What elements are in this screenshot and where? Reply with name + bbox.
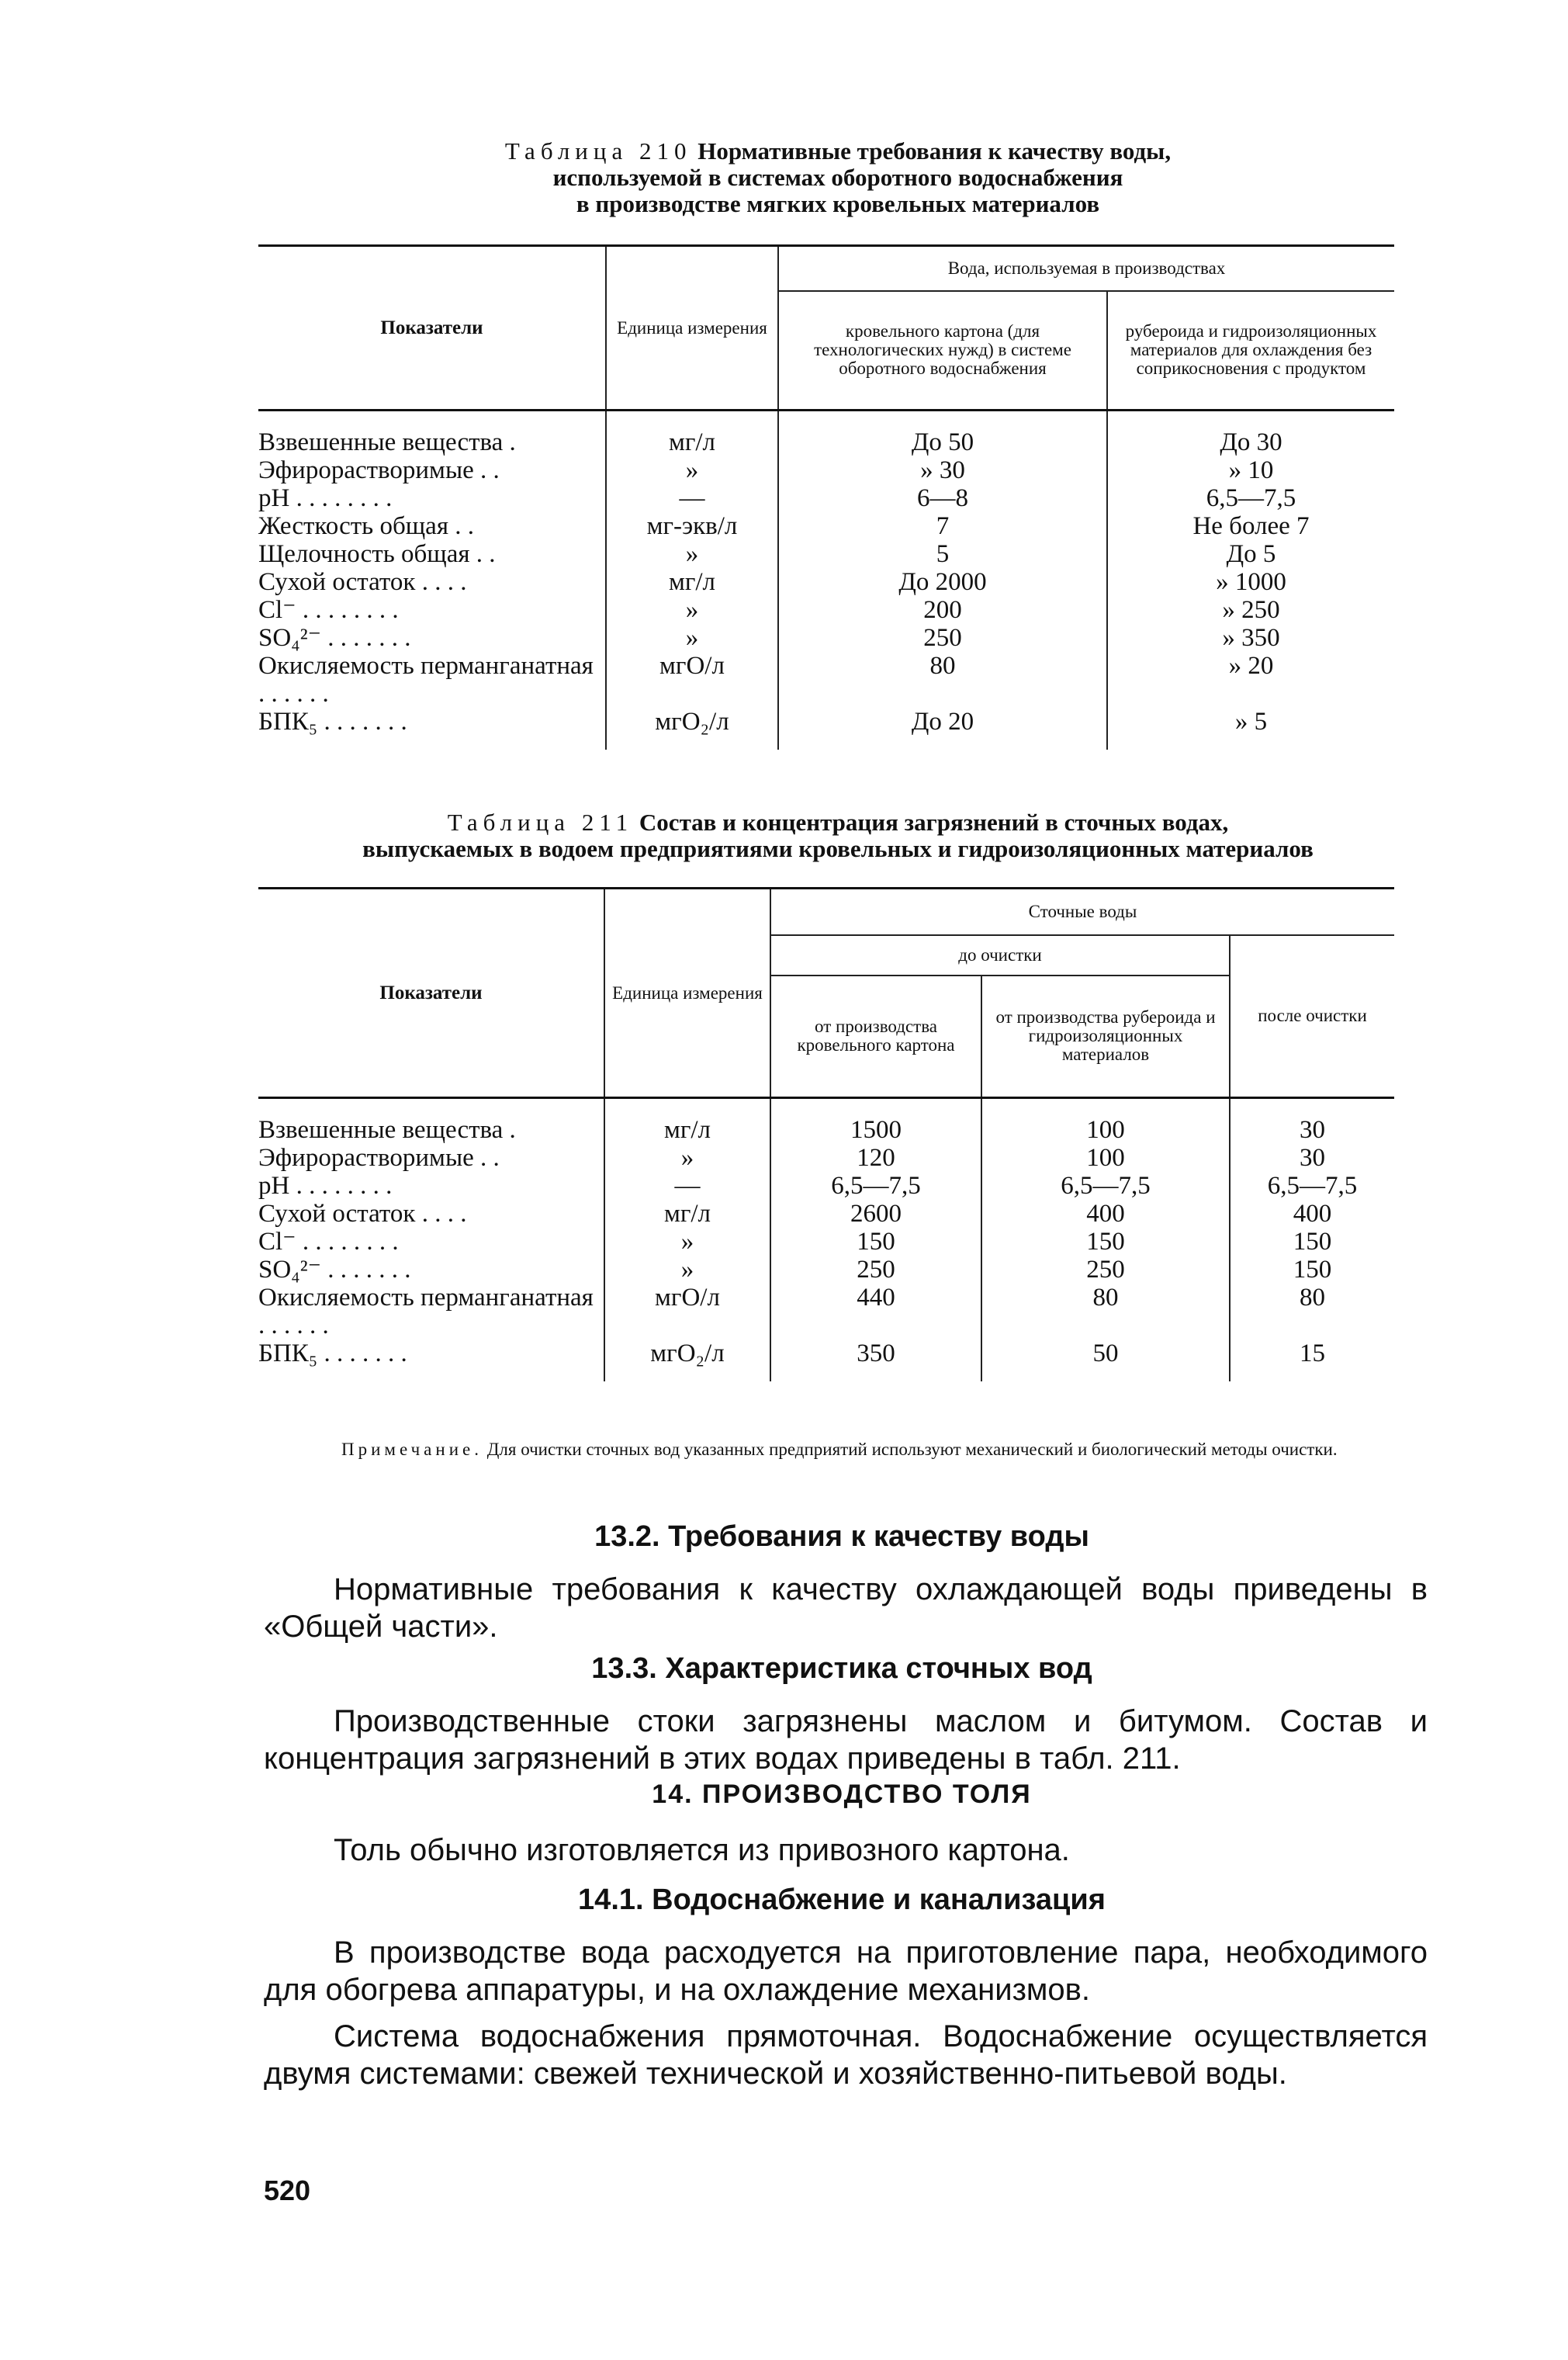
row-value-c1: 5 bbox=[778, 540, 1107, 568]
row-value-c3: 150 bbox=[1230, 1256, 1394, 1284]
row-value-c1: 150 bbox=[770, 1228, 981, 1256]
row-value-c2: 100 bbox=[981, 1144, 1230, 1172]
section-14-1-paragraph-1: В производстве вода расходуется на приготовление пара, необходимого для обогрева аппаратуры, и на охлаждение механизмов. bbox=[264, 1935, 1428, 2007]
section-14-1-heading: 14.1. Водоснабжение и канализация bbox=[578, 1883, 1106, 1916]
row-unit: мгО₂/л bbox=[606, 708, 778, 750]
row-value-c1: До 2000 bbox=[778, 568, 1107, 596]
table-211-caption-line-1 bbox=[256, 809, 1420, 836]
table-row bbox=[258, 484, 1394, 512]
row-value-c2: 50 bbox=[981, 1339, 1230, 1381]
note-text: Для очистки сточных вод указанных предприятий используют механический и биологический методы очистки. bbox=[486, 1440, 1338, 1459]
row-unit: » bbox=[606, 540, 778, 568]
row-unit: мгО₂/л bbox=[604, 1339, 770, 1381]
row-value-c1: До 50 bbox=[778, 411, 1107, 457]
page-number: 520 bbox=[264, 2175, 311, 2206]
table-row bbox=[258, 1098, 1394, 1145]
header-group-wastewater: Сточные воды bbox=[770, 889, 1394, 935]
row-unit: мг/л bbox=[606, 568, 778, 596]
row-value-c2: 150 bbox=[981, 1228, 1230, 1256]
row-value-c2: 6,5—7,5 bbox=[1107, 484, 1394, 512]
row-indicator: Окисляемость перманганатная . . . . . . bbox=[258, 652, 606, 708]
header-indicator: Показатели bbox=[258, 246, 606, 411]
section-14-1-paragraph-2: Система водоснабжения прямоточная. Водоснабжение осуществляется двумя системами: свежей технической и хозяйственно-питьевой воды. bbox=[264, 2019, 1428, 2091]
row-value-c1: До 20 bbox=[778, 708, 1107, 750]
row-unit: » bbox=[604, 1144, 770, 1172]
header-ruberoid: рубероида и гидроизоляционных материалов для охлаждения без соприкосновения с продуктом bbox=[1107, 291, 1394, 411]
section-14-paragraph: Толь обычно изготовляется из привозного картона. bbox=[334, 1833, 1070, 1867]
row-indicator: Взвешенные вещества . bbox=[258, 1098, 604, 1145]
row-unit: мгО/л bbox=[604, 1284, 770, 1339]
table-row bbox=[258, 568, 1394, 596]
section-13-3-heading: 13.3. Характеристика сточных вод bbox=[591, 1652, 1092, 1685]
row-unit: мг/л bbox=[604, 1098, 770, 1145]
section-13-3-paragraph: Производственные стоки загрязнены маслом и битумом. Состав и концентрация загрязнений в этих водах приведены в табл. 211. bbox=[264, 1704, 1428, 1776]
header-roofing-cardboard: кровельного картона (для технологических нужд) в системе оборотного водоснабжения bbox=[778, 291, 1107, 411]
table-210-title-line: Нормативные требования к качеству воды, bbox=[697, 137, 1172, 165]
row-unit: мг/л bbox=[606, 411, 778, 457]
row-unit: » bbox=[606, 596, 778, 624]
table-row bbox=[258, 456, 1394, 484]
table-row bbox=[258, 1200, 1394, 1228]
row-indicator: БПК₅ . . . . . . . bbox=[258, 1339, 604, 1381]
row-value-c1: 7 bbox=[778, 512, 1107, 540]
table-row bbox=[258, 1339, 1394, 1381]
header-roofing-cardboard: от производства кровельного картона bbox=[770, 976, 981, 1098]
header-group-water-used: Вода, используемая в производствах bbox=[778, 246, 1394, 291]
row-value-c1: 80 bbox=[778, 652, 1107, 708]
row-value-c3: 15 bbox=[1230, 1339, 1394, 1381]
table-211-caption bbox=[256, 809, 1420, 862]
table-211-label: Таблица 211 bbox=[447, 809, 634, 836]
row-value-c1: 1500 bbox=[770, 1098, 981, 1145]
table-210 bbox=[258, 244, 1394, 750]
row-indicator: Жесткость общая . . bbox=[258, 512, 606, 540]
row-value-c3: 6,5—7,5 bbox=[1230, 1172, 1394, 1200]
row-value-c3: 30 bbox=[1230, 1144, 1394, 1172]
row-unit: мг/л bbox=[604, 1200, 770, 1228]
table-210-label: Таблица 210 bbox=[504, 137, 692, 165]
row-indicator: Щелочность общая . . bbox=[258, 540, 606, 568]
row-value-c2: 6,5—7,5 bbox=[981, 1172, 1230, 1200]
row-value-c2: 80 bbox=[981, 1284, 1230, 1339]
row-value-c2: » 350 bbox=[1107, 624, 1394, 652]
row-indicator: Cl⁻ . . . . . . . . bbox=[258, 1228, 604, 1256]
table-211 bbox=[258, 887, 1394, 1381]
table-211-title-line: Состав и концентрация загрязнений в сточных водах, bbox=[639, 809, 1229, 836]
row-value-c2: До 30 bbox=[1107, 411, 1394, 457]
table-row bbox=[258, 624, 1394, 652]
table-211-body bbox=[258, 1098, 1394, 1382]
note-label: Примечание. bbox=[341, 1440, 483, 1459]
row-unit: — bbox=[604, 1172, 770, 1200]
row-value-c3: 30 bbox=[1230, 1098, 1394, 1145]
row-indicator: pH . . . . . . . . bbox=[258, 1172, 604, 1200]
row-unit: » bbox=[606, 624, 778, 652]
row-value-c1: » 30 bbox=[778, 456, 1107, 484]
table-row bbox=[258, 1172, 1394, 1200]
row-value-c2: 400 bbox=[981, 1200, 1230, 1228]
row-indicator: Сухой остаток . . . . bbox=[258, 568, 606, 596]
row-indicator: pH . . . . . . . . bbox=[258, 484, 606, 512]
row-value-c2: » 20 bbox=[1107, 652, 1394, 708]
row-indicator: Эфирорастворимые . . bbox=[258, 1144, 604, 1172]
table-row bbox=[258, 540, 1394, 568]
row-indicator: БПК₅ . . . . . . . bbox=[258, 708, 606, 750]
row-unit: » bbox=[606, 456, 778, 484]
row-value-c2: Не более 7 bbox=[1107, 512, 1394, 540]
row-indicator: Сухой остаток . . . . bbox=[258, 1200, 604, 1228]
row-value-c1: 6—8 bbox=[778, 484, 1107, 512]
row-value-c1: 250 bbox=[770, 1256, 981, 1284]
table-row bbox=[258, 1256, 1394, 1284]
row-value-c2: 100 bbox=[981, 1098, 1230, 1145]
table-210-title-line: используемой в системах оборотного водоснабжения bbox=[552, 164, 1123, 191]
table-row bbox=[258, 411, 1394, 457]
row-value-c1: 350 bbox=[770, 1339, 981, 1381]
table-row bbox=[258, 596, 1394, 624]
row-indicator: Взвешенные вещества . bbox=[258, 411, 606, 457]
row-indicator: SO₄²⁻ . . . . . . . bbox=[258, 1256, 604, 1284]
row-value-c1: 440 bbox=[770, 1284, 981, 1339]
row-value-c2: » 10 bbox=[1107, 456, 1394, 484]
row-value-c1: 250 bbox=[778, 624, 1107, 652]
header-indicator: Показатели bbox=[258, 889, 604, 1098]
row-value-c1: 120 bbox=[770, 1144, 981, 1172]
table-211-title-line: выпускаемых в водоем предприятиями кровельных и гидроизоляционных материалов bbox=[362, 835, 1314, 862]
table-211-note bbox=[341, 1440, 1435, 1460]
table-row bbox=[258, 652, 1394, 708]
row-value-c1: 2600 bbox=[770, 1200, 981, 1228]
row-unit: — bbox=[606, 484, 778, 512]
row-value-c1: 6,5—7,5 bbox=[770, 1172, 981, 1200]
row-indicator: Эфирорастворимые . . bbox=[258, 456, 606, 484]
row-value-c2: » 1000 bbox=[1107, 568, 1394, 596]
table-row bbox=[258, 708, 1394, 750]
section-13-2-paragraph: Нормативные требования к качеству охлаждающей воды приведены в «Общей части». bbox=[264, 1572, 1428, 1644]
header-unit: Единица измерения bbox=[604, 889, 770, 1098]
row-value-c1: 200 bbox=[778, 596, 1107, 624]
row-value-c2: » 250 bbox=[1107, 596, 1394, 624]
table-210-body bbox=[258, 411, 1394, 750]
row-value-c2: 250 bbox=[981, 1256, 1230, 1284]
section-13-2-heading: 13.2. Требования к качеству воды bbox=[594, 1520, 1089, 1553]
row-indicator: Cl⁻ . . . . . . . . bbox=[258, 596, 606, 624]
row-unit: » bbox=[604, 1228, 770, 1256]
table-row bbox=[258, 1284, 1394, 1339]
row-value-c2: » 5 bbox=[1107, 708, 1394, 750]
row-unit: » bbox=[604, 1256, 770, 1284]
section-14-heading: 14. ПРОИЗВОДСТВО ТОЛЯ bbox=[652, 1780, 1032, 1809]
row-value-c3: 80 bbox=[1230, 1284, 1394, 1339]
table-row bbox=[258, 512, 1394, 540]
row-unit: мг-экв/л bbox=[606, 512, 778, 540]
header-unit: Единица измерения bbox=[606, 246, 778, 411]
header-before-treatment: до очистки bbox=[770, 935, 1230, 976]
header-after-treatment: после очистки bbox=[1230, 935, 1394, 1098]
row-value-c2: До 5 bbox=[1107, 540, 1394, 568]
row-indicator: Окисляемость перманганатная . . . . . . bbox=[258, 1284, 604, 1339]
table-row bbox=[258, 1144, 1394, 1172]
row-indicator: SO₄²⁻ . . . . . . . bbox=[258, 624, 606, 652]
table-row bbox=[258, 1228, 1394, 1256]
row-unit: мгО/л bbox=[606, 652, 778, 708]
header-ruberoid: от производства рубероида и гидроизоляционных материалов bbox=[981, 976, 1230, 1098]
table-210-caption-line-1 bbox=[256, 138, 1420, 165]
table-210-title-line: в производстве мягких кровельных материалов bbox=[576, 190, 1100, 217]
table-210-caption bbox=[256, 138, 1420, 217]
row-value-c3: 150 bbox=[1230, 1228, 1394, 1256]
row-value-c3: 400 bbox=[1230, 1200, 1394, 1228]
